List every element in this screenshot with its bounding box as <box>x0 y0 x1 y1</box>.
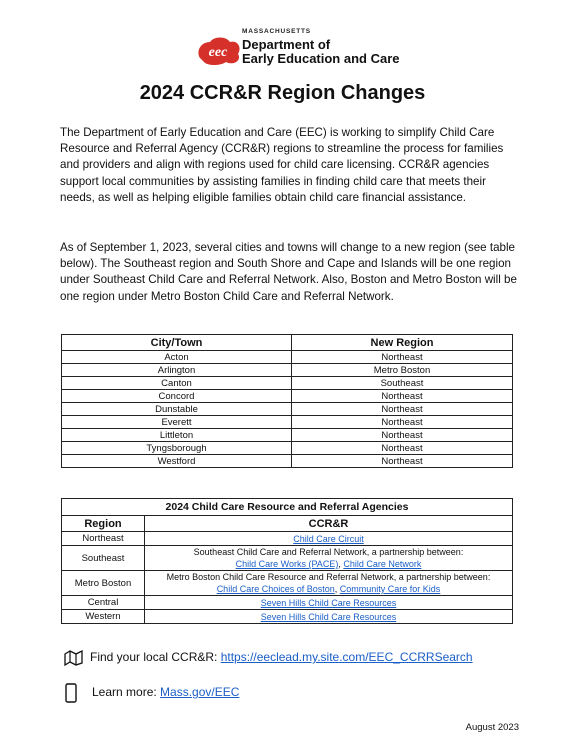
agency-link[interactable]: Child Care Circuit <box>293 533 364 544</box>
agency-description: Southeast Child Care and Referral Network, a partnership between: <box>193 547 464 557</box>
find-label: Find your local CCR&R: <box>90 650 221 665</box>
agency-region-cell: Southeast <box>62 546 145 571</box>
agency-link[interactable]: Seven Hills Child Care Resources <box>260 597 397 608</box>
table-row <box>62 403 513 416</box>
agency-links <box>145 583 512 595</box>
region-cell: Metro Boston <box>292 364 513 377</box>
region-cell: Northeast <box>292 351 513 364</box>
table-row <box>62 377 513 390</box>
column-header-city: City/Town <box>62 335 292 351</box>
table-row <box>62 596 513 610</box>
city-cell: Arlington <box>62 364 292 377</box>
learn-more-link[interactable]: Mass.gov/EEC <box>160 685 240 700</box>
agency-links <box>145 558 512 570</box>
table-row <box>62 546 513 571</box>
svg-text:eec: eec <box>208 45 228 60</box>
agencies-table <box>61 498 513 624</box>
column-header-ccrr: CCR&R <box>145 516 513 532</box>
table-row <box>62 364 513 377</box>
agency-link[interactable]: Community Care for Kids <box>339 584 441 594</box>
city-cell: Canton <box>62 377 292 390</box>
agency-link[interactable]: Seven Hills Child Care Resources <box>260 611 397 622</box>
table-row <box>62 429 513 442</box>
agency-links <box>145 533 512 545</box>
org-state: MASSACHUSETTS <box>242 28 311 35</box>
agency-ccrr-cell <box>145 610 513 624</box>
cities-table <box>61 334 513 468</box>
learn-label: Learn more: <box>92 685 161 700</box>
agencies-header-row <box>62 516 513 532</box>
eec-logo <box>194 34 242 66</box>
column-header-region: New Region <box>292 335 513 351</box>
table-row <box>62 390 513 403</box>
agency-description: Metro Boston Child Care Resource and Referral Network, a partnership between: <box>166 572 491 582</box>
region-cell: Northeast <box>292 429 513 442</box>
region-cell: Northeast <box>292 403 513 416</box>
agency-links <box>145 611 512 623</box>
city-cell: Dunstable <box>62 403 292 416</box>
table-row <box>62 351 513 364</box>
org-name <box>242 38 412 66</box>
header <box>190 14 400 74</box>
find-ccrr-link[interactable]: https://eeclead.my.site.com/EEC_CCRRSearch <box>220 650 473 665</box>
agency-links <box>145 597 512 609</box>
agency-link[interactable]: Child Care Choices of Boston <box>216 584 335 594</box>
agencies-table-title: 2024 Child Care Resource and Referral Agencies <box>62 499 513 516</box>
table-row <box>62 610 513 624</box>
agency-region-cell: Central <box>62 596 145 610</box>
region-cell: Northeast <box>292 442 513 455</box>
learn-more-line <box>64 683 239 703</box>
link-separator: , <box>334 584 340 594</box>
agency-region-cell: Western <box>62 610 145 624</box>
table-header-row <box>62 335 513 351</box>
agency-ccrr-cell <box>145 532 513 546</box>
agencies-title-row <box>62 499 513 516</box>
agency-link[interactable]: Child Care Works (PACE) <box>235 559 339 569</box>
agency-ccrr-cell <box>145 571 513 596</box>
city-cell: Everett <box>62 416 292 429</box>
table-row <box>62 442 513 455</box>
city-cell: Concord <box>62 390 292 403</box>
region-cell: Northeast <box>292 390 513 403</box>
table-row <box>62 416 513 429</box>
page-title: 2024 CCR&R Region Changes <box>139 82 426 104</box>
agency-link[interactable]: Child Care Network <box>343 559 422 569</box>
agency-region-cell: Northeast <box>62 532 145 546</box>
table-row <box>62 532 513 546</box>
find-ccrr-line <box>64 650 473 666</box>
region-cell: Northeast <box>292 455 513 468</box>
region-cell: Northeast <box>292 416 513 429</box>
phone-icon <box>64 683 78 703</box>
org-name-line1: Department of <box>242 37 331 52</box>
document-date: August 2023 <box>465 722 519 733</box>
table-row <box>62 571 513 596</box>
agency-ccrr-cell <box>145 546 513 571</box>
city-cell: Westford <box>62 455 292 468</box>
map-icon <box>64 650 84 666</box>
link-separator: , <box>338 559 344 569</box>
intro-paragraph: The Department of Early Education and Care (EEC) is working to simplify Child Care Resource and Referral Agency (CCR&R) regions to streamline the process for families and providers and align with regions used for child care licensing. CCR&R agencies support local communities by assisting families in finding child care that meets their needs, as well as helping eligible families obtain child care financial assistance. <box>60 126 504 204</box>
agency-region-cell: Metro Boston <box>62 571 145 596</box>
city-cell: Acton <box>62 351 292 364</box>
city-cell: Tyngsborough <box>62 442 292 455</box>
column-header-region: Region <box>62 516 145 532</box>
city-cell: Littleton <box>62 429 292 442</box>
table-row <box>62 455 513 468</box>
region-cell: Southeast <box>292 377 513 390</box>
org-name-line2: Early Education and Care <box>242 51 400 66</box>
agency-ccrr-cell <box>145 596 513 610</box>
change-paragraph: As of September 1, 2023, several cities and towns will change to a new region (see table below). The Southeast region and South Shore and Cape and Islands will be one region under Southeast Child Care and Referral Network. Also, Boston and Metro Boston will be one region under Metro Boston Child Care and Referral Network. <box>60 241 517 303</box>
